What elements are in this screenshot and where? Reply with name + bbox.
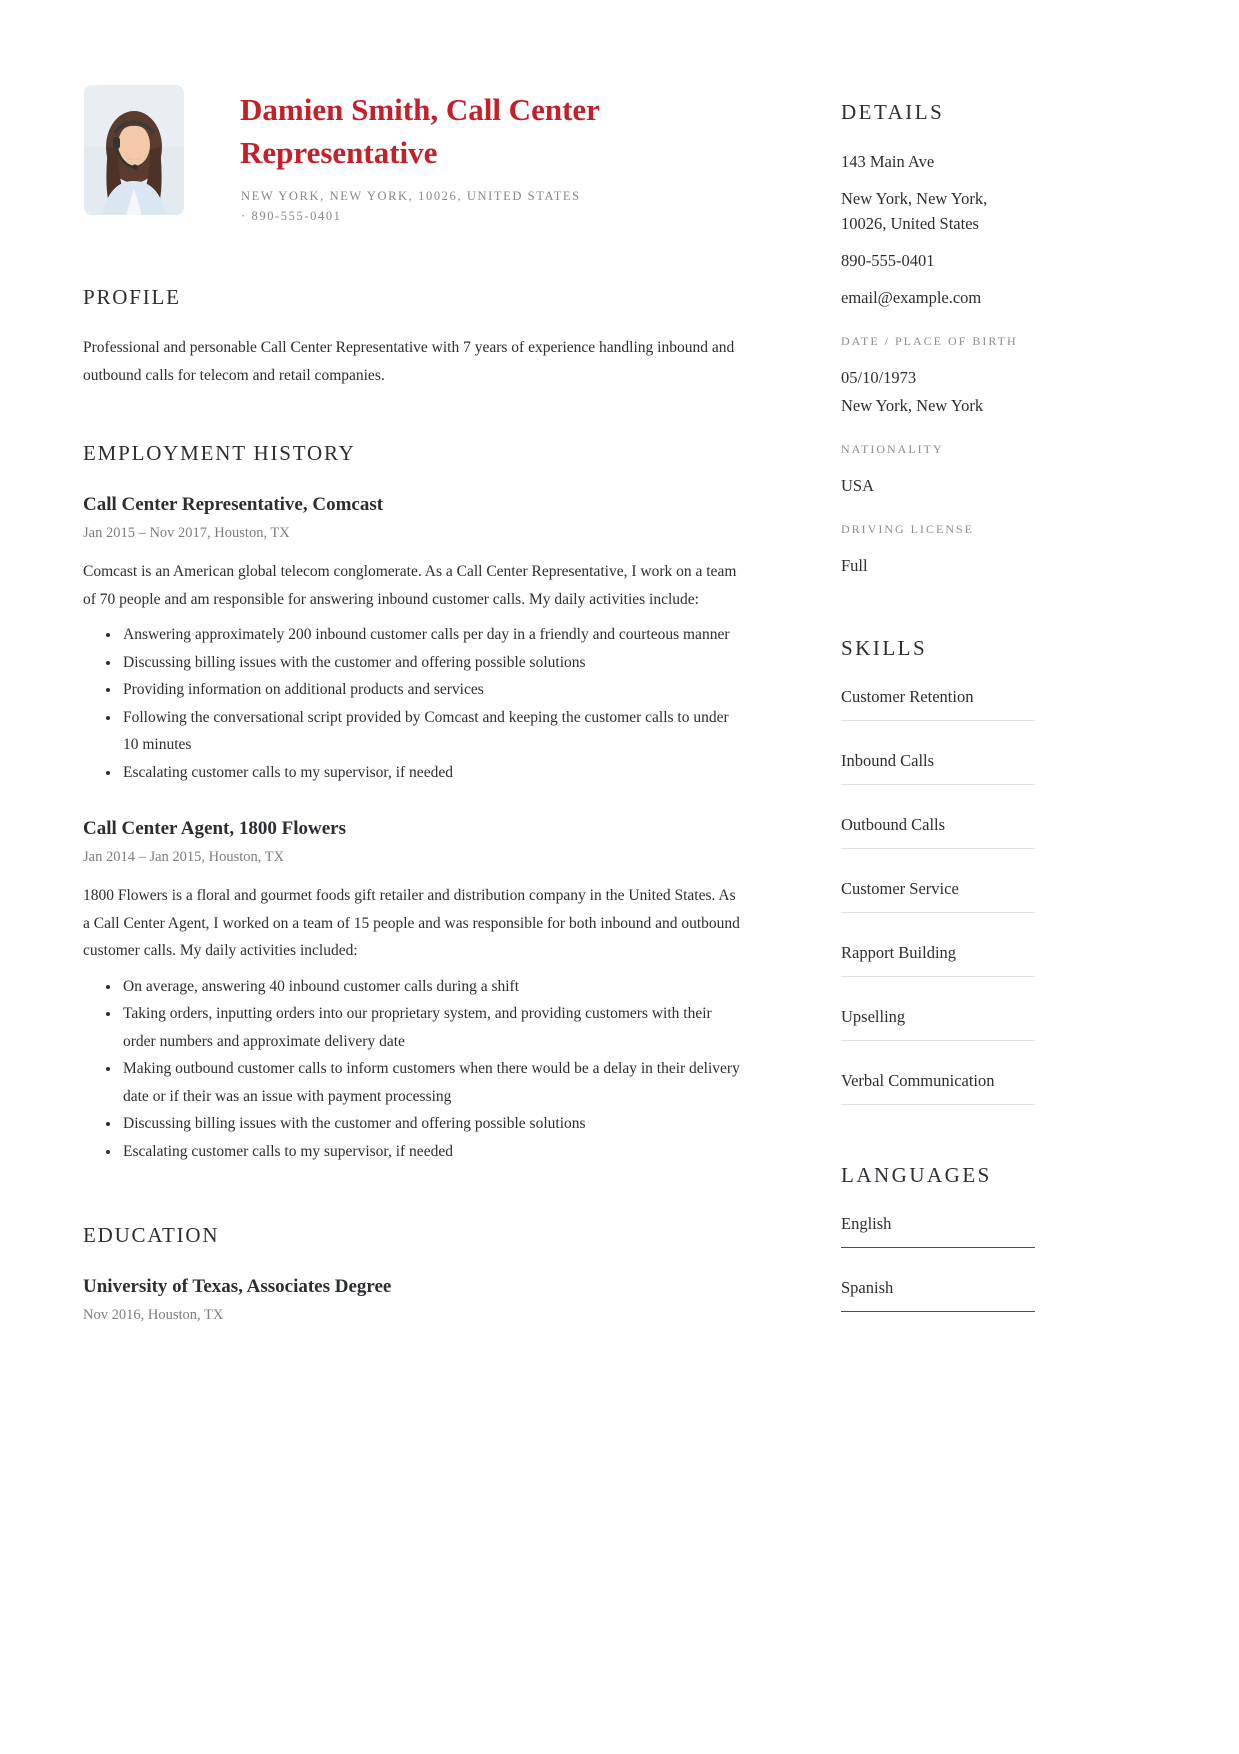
nationality-label: NATIONALITY [841, 442, 944, 456]
language-item: Spanish [841, 1276, 1035, 1312]
job-bullet: • Discussing billing issues with the customer and offering possible solutions [121, 649, 745, 677]
phone: 890-555-0401 [841, 251, 935, 270]
main-column [83, 285, 745, 1340]
languages-heading: LANGUAGES [841, 1163, 992, 1187]
skills-heading: SKILLS [841, 636, 928, 660]
skill-item: Customer Service [841, 877, 1035, 913]
nationality-value: USA [841, 476, 875, 495]
education-heading: EDUCATION [83, 1223, 220, 1247]
job-bullet-list-1800-flowers [83, 973, 745, 1166]
education-title: University of Texas, Associates Degree [83, 1276, 392, 1297]
job-title-comcast: Call Center Representative, Comcast [83, 494, 384, 515]
skill-item: Verbal Communication [841, 1069, 1035, 1105]
language-item: English [841, 1212, 1035, 1248]
profile-photo [84, 85, 184, 215]
job-bullet: • Following the conversational script provided by Comcast and keeping the customer calls to under 10 minutes [121, 704, 745, 759]
name-title: Damien Smith, Call Center Representative [240, 92, 600, 170]
driving-license-label: DRIVING LICENSE [841, 522, 974, 536]
job-bullet-list-comcast [83, 621, 745, 786]
employment-heading: EMPLOYMENT HISTORY [83, 441, 356, 465]
contact-subtitle: NEW YORK, NEW YORK, 10026, UNITED STATES · 890-555-0401 [241, 189, 581, 223]
job-bullet: • Discussing billing issues with the customer and offering possible solutions [121, 1110, 745, 1138]
job-bullet: • Answering approximately 200 inbound customer calls per day in a friendly and courteous manner [121, 621, 745, 649]
portrait-illustration [84, 85, 184, 215]
job-bullet: • Taking orders, inputting orders into our proprietary system, and providing customers with their order numbers and approximate delivery date [121, 1000, 745, 1055]
job-bullet: • On average, answering 40 inbound customer calls during a shift [121, 973, 745, 1001]
skill-item: Inbound Calls [841, 749, 1035, 785]
profile-heading: PROFILE [83, 285, 181, 309]
details-heading: DETAILS [841, 100, 945, 124]
address-line2: New York, New York, 10026, United States [841, 189, 988, 233]
birth-date: 05/10/1973 [841, 368, 917, 387]
job-bullet: • Escalating customer calls to my supervisor, if needed [121, 759, 745, 787]
job-bullet: • Providing information on additional products and services [121, 676, 745, 704]
driving-license-value: Full [841, 556, 868, 575]
sidebar [841, 100, 1035, 1340]
skill-item: Customer Retention [841, 685, 1035, 721]
email: email@example.com [841, 288, 982, 307]
job-description-1800-flowers: 1800 Flowers is a floral and gourmet foods gift retailer and distribution company in the United States. As a Call Center Agent, I worked on a team of 15 people and was responsible for both inbound and outbound customer calls. My daily activities included: [83, 887, 740, 959]
address-line1: 143 Main Ave [841, 152, 935, 171]
job-dates-comcast: Jan 2015 – Nov 2017, Houston, TX [83, 525, 290, 541]
skill-item: Outbound Calls [841, 813, 1035, 849]
birth-place: New York, New York [841, 396, 984, 415]
job-bullet: • Escalating customer calls to my supervisor, if needed [121, 1138, 745, 1166]
birth-label: DATE / PLACE OF BIRTH [841, 334, 1018, 348]
job-dates-1800-flowers: Jan 2014 – Jan 2015, Houston, TX [83, 849, 285, 865]
skill-item: Rapport Building [841, 941, 1035, 977]
job-description-comcast: Comcast is an American global telecom conglomerate. As a Call Center Representative, I work on a team of 70 people and am responsible for answering inbound customer calls. My daily activities include: [83, 563, 737, 608]
job-title-1800-flowers: Call Center Agent, 1800 Flowers [83, 818, 346, 839]
skill-item: Upselling [841, 1005, 1035, 1041]
job-bullet: • Making outbound customer calls to inform customers when there would be a delay in their delivery date or if their was an issue with payment processing [121, 1055, 745, 1110]
education-dates: Nov 2016, Houston, TX [83, 1307, 224, 1323]
profile-text: Professional and personable Call Center Representative with 7 years of experience handling inbound and outbound calls for telecom and retail companies. [83, 339, 735, 384]
